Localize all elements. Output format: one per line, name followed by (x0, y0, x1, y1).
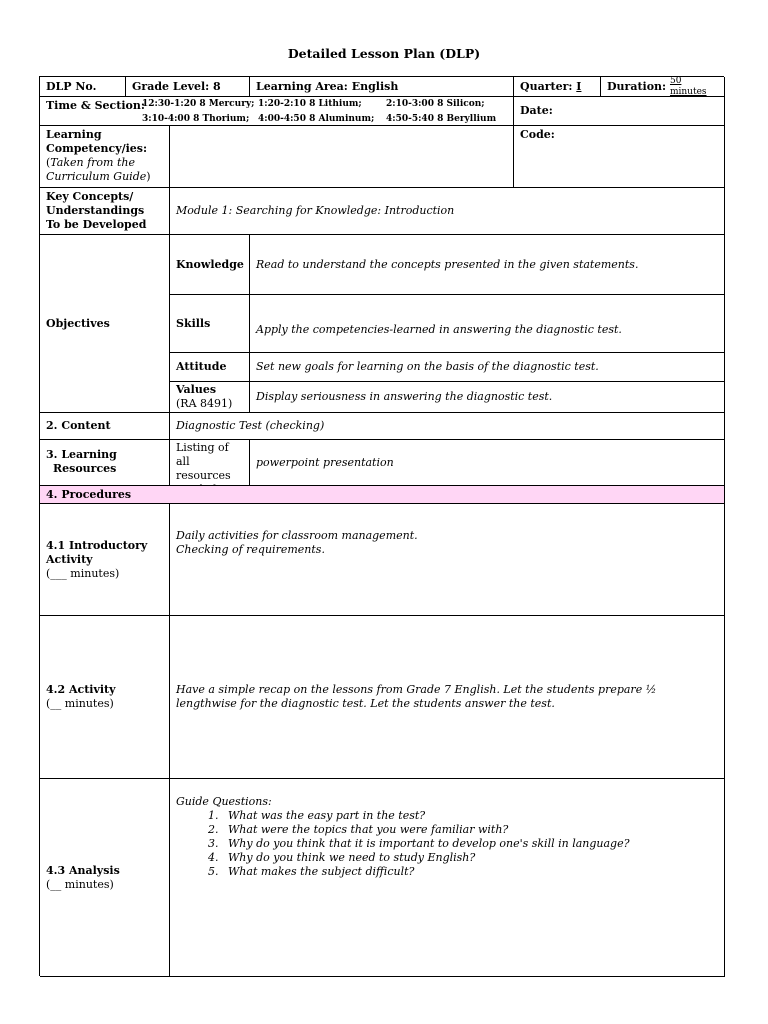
values-value-cell (250, 382, 725, 413)
competency-label-line1: Learning (46, 128, 102, 141)
attitude-value-cell (250, 353, 725, 382)
learning-area-value: English (351, 79, 399, 93)
resources-label-cell (40, 440, 170, 486)
resources-sub-label-line1: Listing of all (176, 441, 229, 468)
code-label: Code: (520, 128, 555, 141)
quarter-label: Quarter: (520, 79, 573, 93)
duration-cell (601, 77, 725, 97)
analysis-label-cell (40, 779, 170, 977)
competency-label-cell (40, 126, 170, 188)
skills-value-cell (250, 295, 725, 353)
quarter-cell (514, 77, 601, 97)
key-concepts-value: Module 1: Searching for Knowledge: Introduction (176, 204, 455, 217)
activity-label-cell (40, 616, 170, 779)
analysis-value-cell (170, 779, 725, 977)
competency-taken-from: Taken from the (50, 156, 135, 169)
knowledge-value: Read to understand the concepts presented in the given statements. (256, 257, 639, 271)
resources-label-line2: Resources (53, 462, 117, 475)
key-concepts-value-cell (170, 188, 725, 235)
content-label-cell (40, 413, 170, 440)
intro-line2: Checking of requirements. (176, 543, 325, 556)
dlp-no-label: DLP No. (46, 79, 97, 93)
time-section-label: Time & Section: (46, 99, 145, 112)
procedures-header (40, 486, 725, 504)
section-aluminum: 4:00-4:50 8 Aluminum; (258, 114, 375, 124)
section-beryllium: 4:50-5:40 8 Beryllium (386, 114, 497, 124)
competency-open-paren: ( (46, 156, 51, 169)
content-label: 2. Content (46, 419, 111, 432)
key-concepts-label-line3: To be Developed (46, 218, 147, 231)
date-cell (514, 97, 725, 126)
attitude-value: Set new goals for learning on the basis of the diagnostic test. (256, 360, 599, 373)
skills-label: Skills (176, 316, 211, 330)
key-concepts-label-line1: Key Concepts/ (46, 190, 134, 203)
skills-label-cell (170, 295, 250, 353)
values-label-cell (170, 382, 250, 413)
knowledge-label: Knowledge (176, 257, 244, 271)
section-mercury: 12:30-1:20 8 Mercury; (142, 99, 255, 109)
date-label: Date: (520, 104, 553, 117)
content-value-cell (170, 413, 725, 440)
activity-label-line1: 4.2 Activity (46, 683, 116, 696)
resources-value: powerpoint presentation (256, 455, 394, 469)
intro-label-line1: 4.1 Introductory (46, 538, 148, 552)
grade-level-cell (126, 77, 250, 97)
lesson-plan-table (39, 76, 724, 976)
activity-label-line2: (__ minutes) (46, 697, 114, 710)
guide-questions-list (176, 809, 718, 879)
section-thorium: 3:10-4:00 8 Thorium; (142, 114, 250, 124)
guide-question: 3. Why do you think that it is important to develop one's skill in language? (222, 837, 718, 851)
analysis-label-line1: 4.3 Analysis (46, 863, 120, 877)
time-section-cell (40, 97, 514, 126)
activity-value-cell (170, 616, 725, 779)
intro-label-cell (40, 504, 170, 616)
document-title: Detailed Lesson Plan (DLP) (287, 46, 481, 61)
intro-label-line2: Activity (46, 552, 93, 566)
values-label: Values (176, 383, 217, 396)
duration-value: 50 minutes (669, 75, 707, 97)
resources-sub-label-cell (170, 440, 250, 486)
duration-label: Duration: (607, 79, 667, 93)
attitude-label: Attitude (176, 360, 227, 373)
analysis-label-line2: (__ minutes) (46, 877, 114, 891)
competency-curriculum-guide: Curriculum Guide (46, 170, 147, 183)
knowledge-label-cell (170, 235, 250, 295)
dlp-no-cell (40, 77, 126, 97)
competency-value-cell (170, 126, 514, 188)
guide-question: 5. What makes the subject difficult? (222, 865, 718, 879)
activity-text: Have a simple recap on the lessons from Grade 7 English. Let the students prepare ½ lengthwise for the diagnostic test. Let the students answer the test. (176, 683, 657, 710)
learning-area-cell (250, 77, 514, 97)
resources-sub-label-line2: resources (176, 469, 231, 482)
intro-value-cell (170, 504, 725, 616)
section-lithium: 1:20-2:10 8 Lithium; (258, 99, 362, 109)
knowledge-value-cell (250, 235, 725, 295)
resources-label-line1: 3. Learning (46, 448, 117, 461)
competency-close-paren: ) (146, 170, 151, 183)
objectives-label-cell (40, 235, 170, 413)
attitude-label-cell (170, 353, 250, 382)
guide-question: 1. What was the easy part in the test? (222, 809, 718, 823)
section-silicon: 2:10-3:00 8 Silicon; (386, 99, 485, 109)
objectives-label: Objectives (46, 316, 110, 330)
code-cell (514, 126, 725, 188)
values-ref: (RA 8491) (176, 397, 233, 410)
procedures-label: 4. Procedures (46, 487, 132, 501)
intro-line1: Daily activities for classroom management. (176, 529, 418, 542)
values-value: Display seriousness in answering the diagnostic test. (256, 390, 553, 403)
competency-label-line2: Competency/ies: (46, 142, 148, 155)
key-concepts-label-line2: Understandings (46, 204, 145, 217)
learning-area-label: Learning Area: (256, 79, 348, 93)
grade-level-value: 8 (213, 79, 221, 93)
guide-question: 4. Why do you think we need to study English? (222, 851, 718, 865)
resources-value-cell (250, 440, 725, 486)
grade-level-label: Grade Level: (132, 79, 210, 93)
guide-question: 2. What were the topics that you were familiar with? (222, 823, 718, 837)
quarter-value: I (576, 79, 582, 93)
key-concepts-label-cell (40, 188, 170, 235)
guide-questions-label: Guide Questions: (176, 795, 272, 808)
content-value: Diagnostic Test (checking) (176, 419, 325, 432)
skills-value: Apply the competencies-learned in answering the diagnostic test. (256, 322, 622, 336)
intro-label-line3: (___ minutes) (46, 566, 120, 580)
